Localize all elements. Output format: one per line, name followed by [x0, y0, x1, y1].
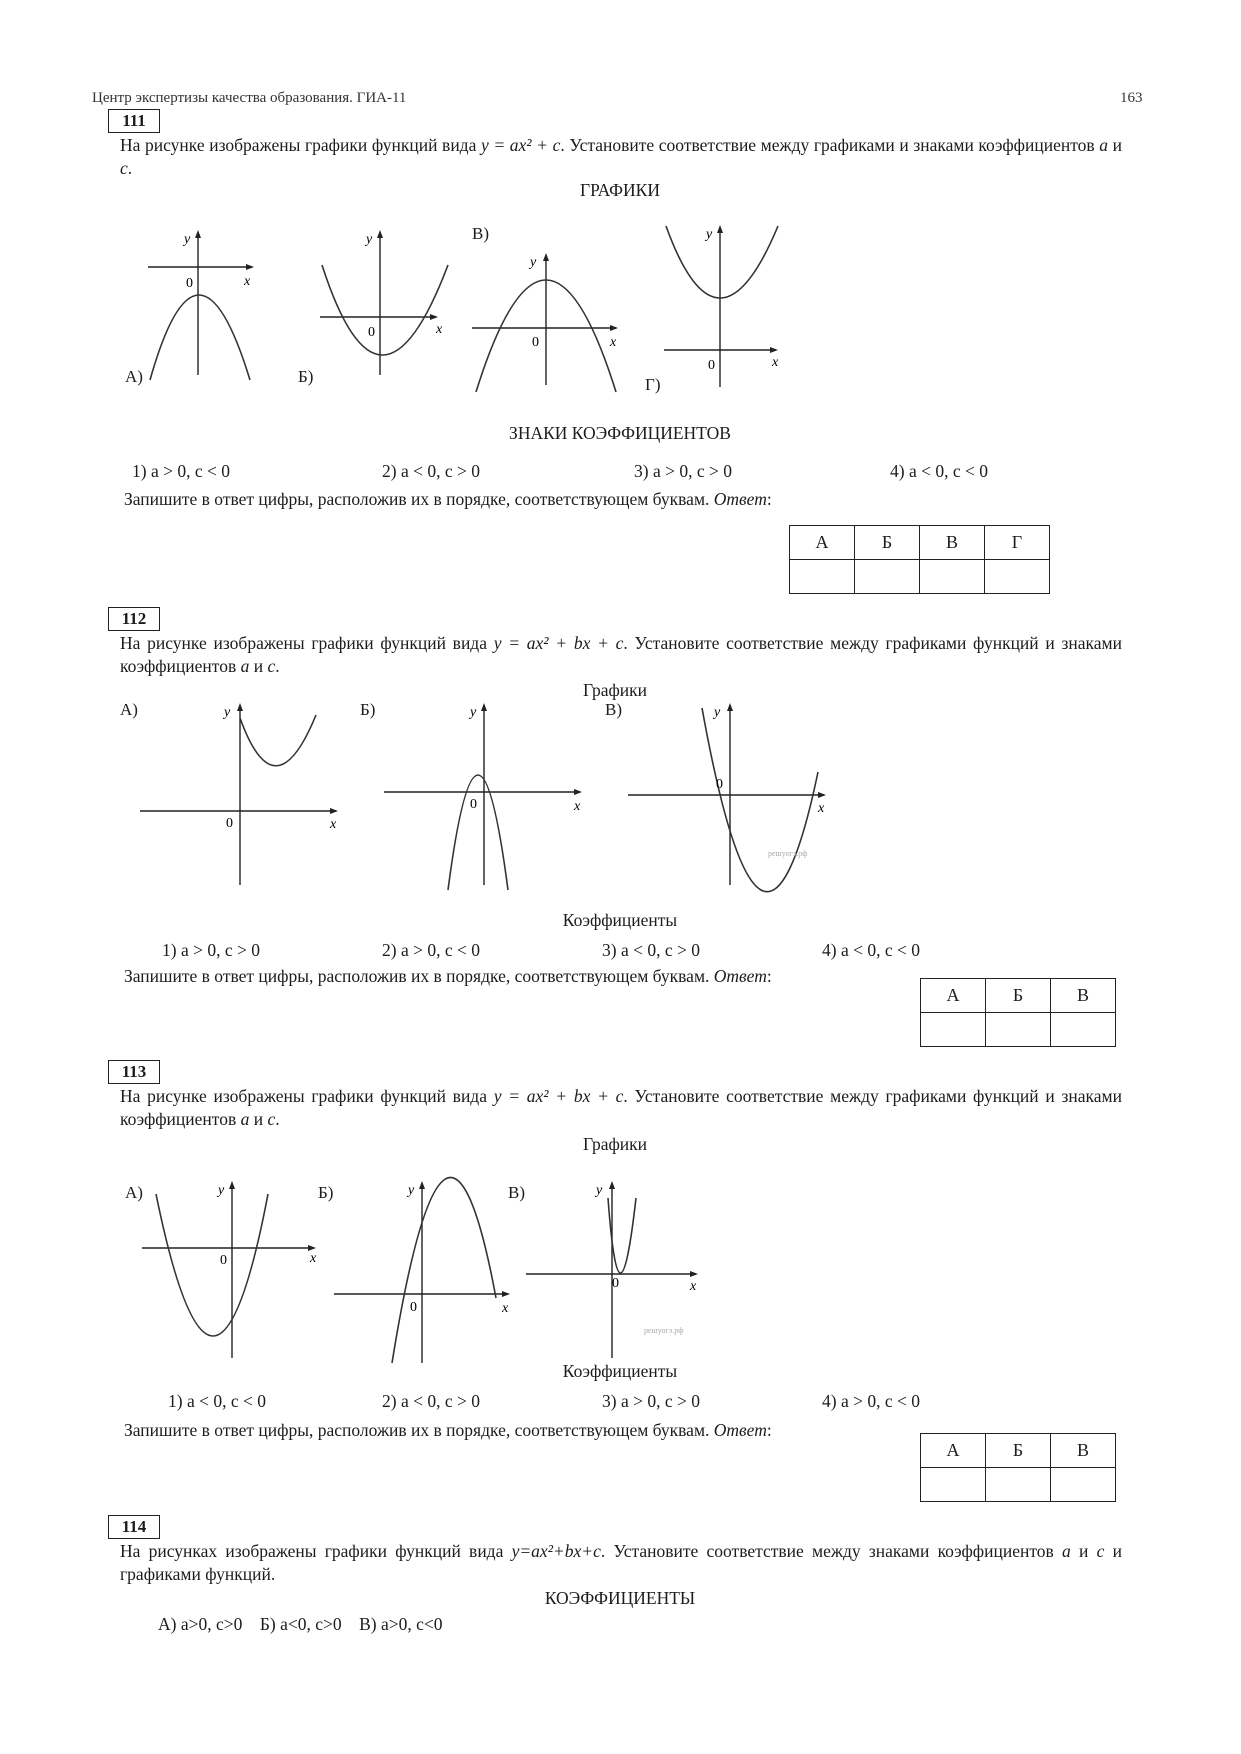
graph-112-v	[628, 700, 838, 890]
answer-table-113	[920, 1433, 1116, 1502]
signs-title-111: ЗНАКИ КОЭФФИЦИЕНТОВ	[509, 423, 731, 443]
option-111-2: 2) a < 0, c > 0	[382, 461, 480, 481]
problem-113-text	[120, 1085, 1122, 1131]
answer-table-112	[920, 978, 1116, 1047]
y-label: y	[408, 1183, 415, 1198]
zero-label: 0	[708, 358, 715, 373]
graph-label-v: В)	[605, 700, 622, 719]
answer-label: Ответ	[713, 489, 767, 509]
option-111-3: 3) a > 0, c > 0	[634, 461, 732, 481]
option-113-1: 1) a < 0, c < 0	[168, 1391, 266, 1411]
coef-title-112: Коэффициенты	[562, 910, 678, 930]
zero-label: 0	[410, 1300, 417, 1315]
text-part: . Установите соответствие между знаками коэффициентов	[600, 1541, 1063, 1561]
graph-label-v: В)	[508, 1183, 525, 1202]
answer-label: Ответ	[713, 1420, 767, 1440]
problem-number-114: 114	[108, 1515, 160, 1539]
text-part: .	[275, 656, 280, 676]
answer-cell-a[interactable]	[790, 560, 855, 594]
y-label: y	[596, 1183, 603, 1198]
problem-112-text	[120, 632, 1122, 678]
graph-label-b: Б)	[298, 367, 314, 386]
formula: y = ax² + bx + c	[493, 633, 624, 653]
answer-cell-v[interactable]	[1051, 1468, 1116, 1502]
header-a: А	[921, 979, 986, 1013]
graph-111-a	[140, 225, 280, 385]
header-v: В	[920, 526, 985, 560]
option-112-1: 1) a > 0, c > 0	[162, 940, 260, 960]
y-label: y	[530, 255, 537, 270]
graph-111-g	[660, 222, 800, 392]
option-113-4: 4) a > 0, c < 0	[822, 1391, 920, 1411]
instruction-112	[124, 966, 772, 987]
x-label: x	[772, 355, 779, 370]
graph-112-a	[140, 700, 350, 890]
y-label: y	[470, 705, 477, 720]
y-label: y	[366, 232, 373, 247]
text-part: и	[249, 1109, 268, 1129]
text-part: На рисунке изображены графики функций вида	[120, 633, 494, 653]
text-part: .	[275, 1109, 280, 1129]
zero-label: 0	[186, 276, 193, 291]
graph-label-b: Б)	[360, 700, 376, 719]
header-b: Б	[986, 1434, 1051, 1468]
graph-label-v: В)	[472, 224, 489, 243]
answer-cell-v[interactable]	[920, 560, 985, 594]
x-label: x	[502, 1301, 509, 1316]
graph-label-a: А)	[125, 1183, 143, 1202]
text-part: . Установите соответствие между графиками функций и знаками коэффициентов	[120, 633, 1122, 676]
coef-c: c	[267, 1109, 276, 1129]
zero-label: 0	[226, 816, 233, 831]
zero-label: 0	[612, 1276, 619, 1291]
x-label: x	[330, 817, 337, 832]
coef-title-113: Коэффициенты	[562, 1361, 678, 1381]
text-part: . Установите соответствие между графиками функций и знаками коэффициентов	[120, 1086, 1122, 1129]
option-112-4: 4) a < 0, c < 0	[822, 940, 920, 960]
graph-113-v	[526, 1178, 711, 1363]
answer-table-111	[789, 525, 1050, 594]
answer-label: Ответ	[713, 966, 767, 986]
zero-label: 0	[532, 335, 539, 350]
y-label: y	[218, 1183, 225, 1198]
option-111-1: 1) a > 0, c < 0	[132, 461, 230, 481]
option-113-3: 3) a > 0, c > 0	[602, 1391, 700, 1411]
x-label: x	[436, 322, 443, 337]
coef-title-114: КОЭФФИЦИЕНТЫ	[544, 1588, 696, 1608]
zero-label: 0	[220, 1253, 227, 1268]
problem-number-112: 112	[108, 607, 160, 631]
text-part: .	[127, 158, 133, 178]
page-number: 163	[1120, 90, 1143, 106]
x-label: x	[310, 1251, 317, 1266]
coef-a: a	[240, 656, 250, 676]
text-part: и графиками функций.	[120, 1541, 1122, 1584]
header-b: Б	[855, 526, 920, 560]
x-label: x	[818, 801, 825, 816]
option-112-2: 2) a > 0, c < 0	[382, 940, 480, 960]
colon: :	[766, 966, 772, 986]
instruction-113	[124, 1420, 772, 1441]
graph-111-b	[318, 225, 458, 385]
instruction-text: Запишите в ответ цифры, расположив их в порядке, соответствующем буквам.	[124, 1420, 714, 1440]
graph-112-b	[384, 700, 594, 890]
answer-cell-b[interactable]	[986, 1468, 1051, 1502]
x-label: x	[574, 799, 581, 814]
formula: y = ax² + c	[480, 135, 561, 155]
y-label: y	[224, 705, 231, 720]
header-source: Центр экспертизы качества образования. ГИА-11	[92, 90, 407, 106]
graph-111-v	[470, 250, 630, 390]
text-part: На рисунках изображены графики функций вида	[120, 1541, 512, 1561]
text-part: На рисунке изображены графики функций вида	[120, 135, 481, 155]
y-label: y	[184, 232, 191, 247]
graph-113-b	[334, 1178, 519, 1363]
text-part: . Установите соответствие между графиками и знаками коэффициентов	[560, 135, 1100, 155]
option-111-4: 4) a < 0, c < 0	[890, 461, 988, 481]
graphs-title-111: ГРАФИКИ	[580, 180, 660, 200]
answer-cell-a[interactable]	[921, 1013, 986, 1047]
problem-114-text	[120, 1540, 1122, 1586]
graph-label-a: А)	[125, 367, 143, 386]
answer-cell-g[interactable]	[985, 560, 1050, 594]
x-label: x	[690, 1279, 697, 1294]
colon: :	[766, 1420, 772, 1440]
instruction-111	[124, 489, 772, 510]
watermark: решуогэ.рф	[768, 849, 808, 858]
header-a: А	[790, 526, 855, 560]
problem-number-111: 111	[108, 109, 160, 133]
y-label: y	[714, 705, 721, 720]
watermark: решуогэ.рф	[644, 1326, 684, 1335]
instruction-text: Запишите в ответ цифры, расположив их в порядке, соответствующем буквам.	[124, 489, 714, 509]
answer-cell-a[interactable]	[921, 1468, 986, 1502]
zero-label: 0	[716, 777, 723, 792]
graph-label-a: А)	[120, 700, 138, 719]
text-part: На рисунке изображены графики функций вида	[120, 1086, 494, 1106]
zero-label: 0	[470, 797, 477, 812]
coef-a: a	[1062, 1541, 1071, 1561]
coef-c: c	[267, 656, 276, 676]
header-v: В	[1051, 979, 1116, 1013]
header-g: Г	[985, 526, 1050, 560]
text-part: и	[1108, 135, 1122, 155]
colon: :	[766, 489, 772, 509]
option-113-2: 2) a < 0, c > 0	[382, 1391, 480, 1411]
header-a: А	[921, 1434, 986, 1468]
answer-cell-b[interactable]	[855, 560, 920, 594]
x-label: x	[244, 274, 251, 289]
y-label: y	[706, 227, 713, 242]
problem-number-113: 113	[108, 1060, 160, 1084]
graph-113-a	[142, 1178, 332, 1363]
header-b: Б	[986, 979, 1051, 1013]
option-112-3: 3) a < 0, c > 0	[602, 940, 700, 960]
zero-label: 0	[368, 325, 375, 340]
problem-111-text	[120, 134, 1122, 180]
coef-c: c	[1096, 1541, 1105, 1561]
header-v: В	[1051, 1434, 1116, 1468]
formula: y = ax² + bx + c	[493, 1086, 624, 1106]
graphs-title-112: Графики	[582, 680, 648, 700]
coef-a: a	[240, 1109, 250, 1129]
instruction-text: Запишите в ответ цифры, расположив их в порядке, соответствующем буквам.	[124, 966, 714, 986]
graph-label-b: Б)	[318, 1183, 334, 1202]
coef-line-114: А) a>0, c>0 Б) a<0, c>0 В) a>0, c<0	[158, 1614, 443, 1634]
text-part: и	[249, 656, 268, 676]
graphs-title-113: Графики	[582, 1134, 648, 1154]
answer-cell-b[interactable]	[986, 1013, 1051, 1047]
x-label: x	[610, 335, 617, 350]
formula: y=ax²+bx+c	[511, 1541, 601, 1561]
coef-c: c	[120, 158, 128, 178]
text-part: и	[1070, 1541, 1097, 1561]
graph-label-g: Г)	[645, 375, 661, 394]
coef-a: a	[1099, 135, 1109, 155]
answer-cell-v[interactable]	[1051, 1013, 1116, 1047]
